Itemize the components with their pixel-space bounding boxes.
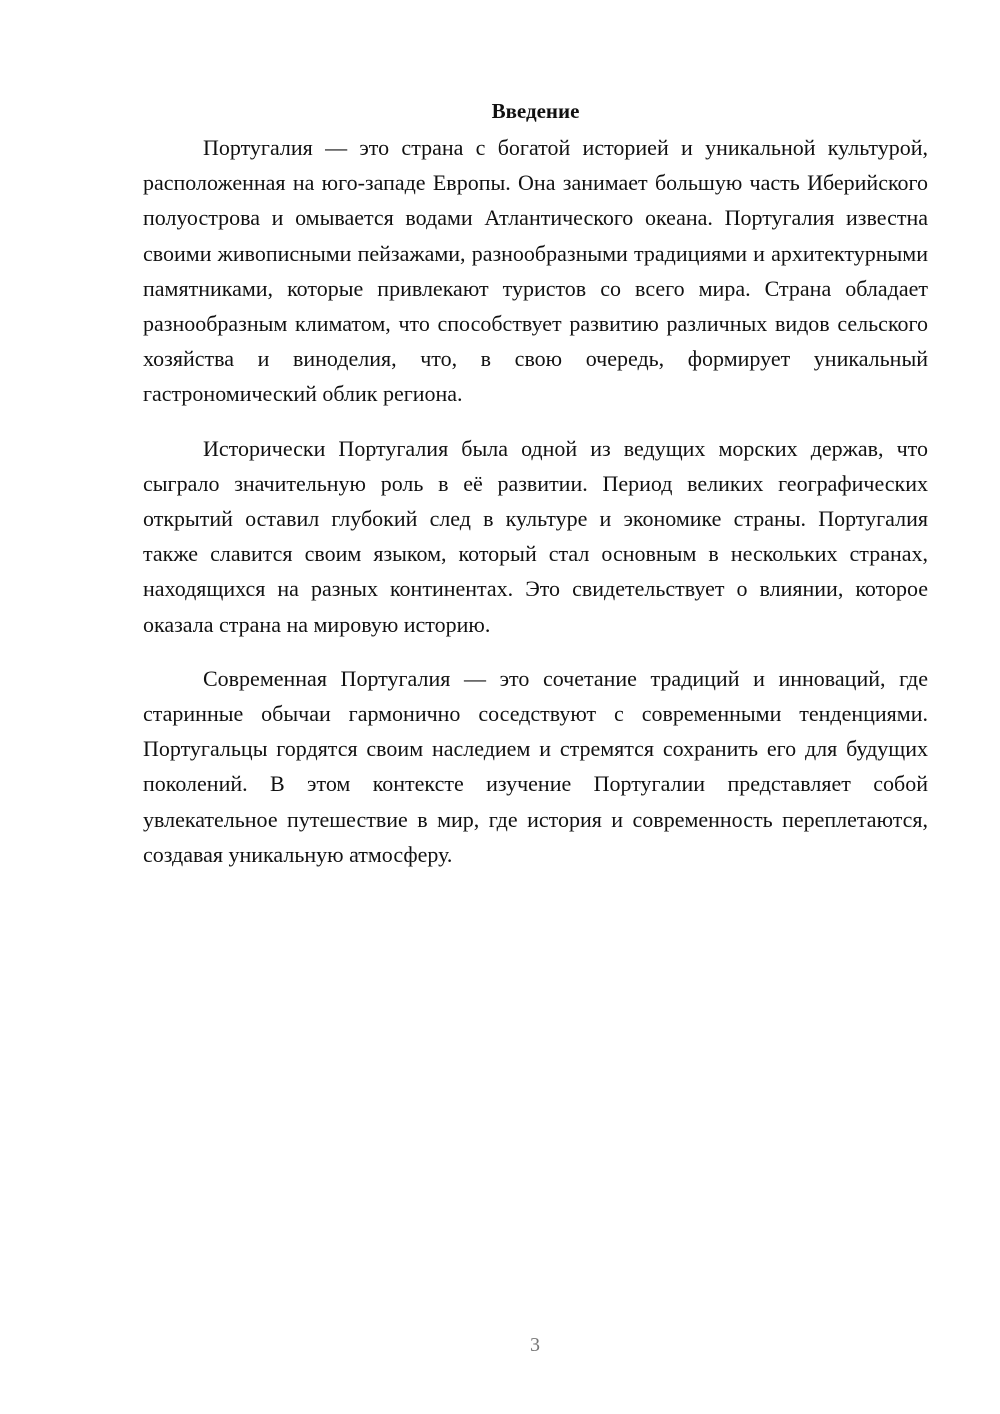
section-heading: Введение: [491, 99, 580, 123]
paragraph-intro: Португалия — это страна с богатой историей и уникальной культурой, расположенная на юго-западе Европы. Она занимает большую часть Иберийского полуострова и омывается водами Атлантического океана. Португалия известна своими живописными пейзажами, разнообразными традициями и архитектурными памятниками, которые привлекают туристов со всего мира. Страна обладает разнообразным климатом, что способствует развитию различных видов сельского хозяйства и виноделия, что, в свою очередь, формирует уникальный гастрономический облик региона.: [143, 135, 928, 407]
page-number: 3: [530, 1334, 540, 1356]
paragraph-history: Исторически Португалия была одной из ведущих морских держав, что сыграло значительную роль в её развитии. Период великих географических открытий оставил глубокий след в культуре и экономике страны. Португалия также славится своим языком, который стал основным в нескольких странах, находящихся на разных континентах. Это свидетельствует о влиянии, которое оказала страна на мировую историю.: [143, 435, 928, 637]
paragraph-modern: Современная Португалия — это сочетание традиций и инноваций, где старинные обычаи гармонично соседствуют с современными тенденциями. Португальцы гордятся своим наследием и стремятся сохранить его для будущих поколений. В этом контексте изучение Португалии представляет собой увлекательное путешествие в мир, где история и современность переплетаются, создавая уникальную атмосферу.: [143, 665, 928, 867]
page-content: [143, 96, 928, 891]
